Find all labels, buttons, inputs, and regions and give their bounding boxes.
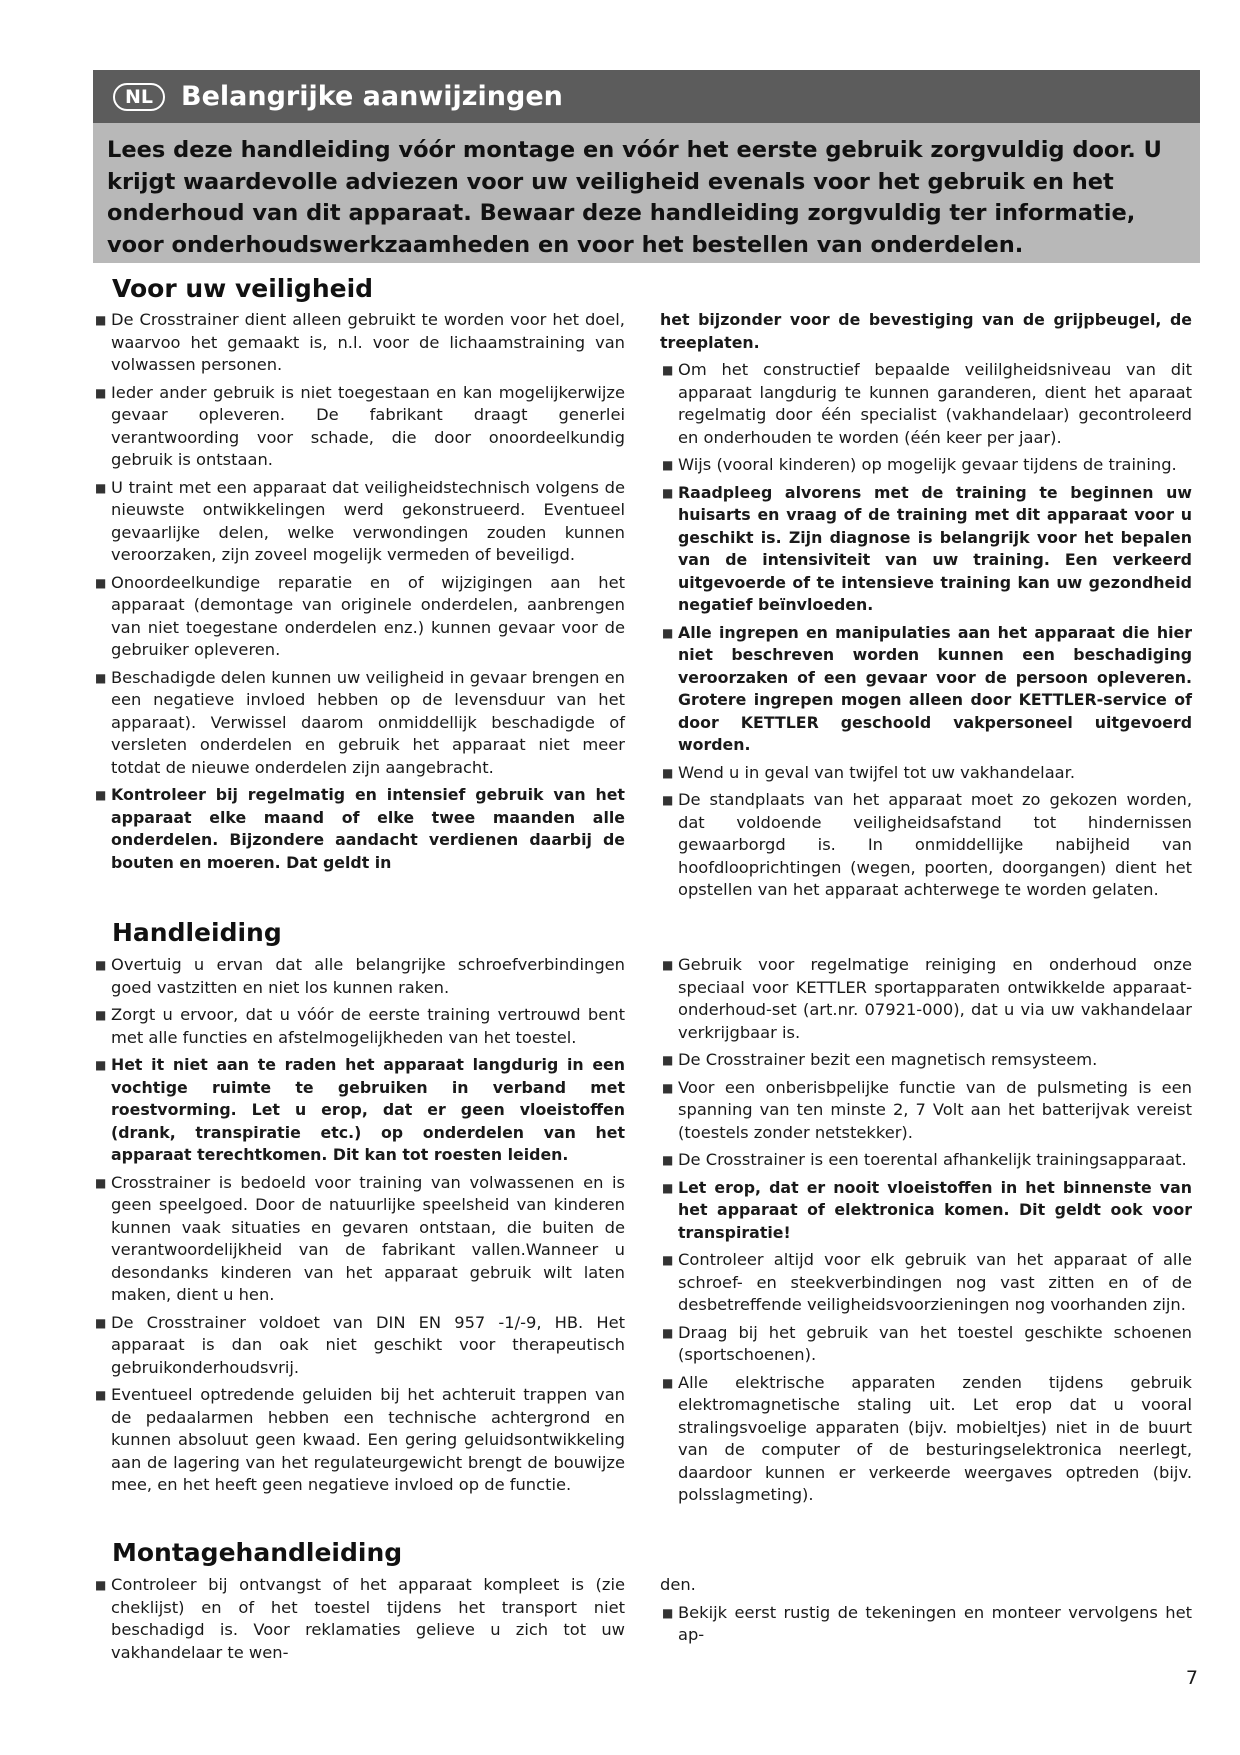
- list-item: [93, 784, 625, 874]
- list-item-text: Kontroleer bij regelmatig en intensief gebruik van het apparaat elke maand of elke twee maanden alle onderdelen. Bijzondere aandacht verdienen daarbij de bouten en moeren. Dat geldt in: [111, 785, 625, 872]
- list-item: [660, 1049, 1192, 1072]
- list-item: [93, 1312, 625, 1380]
- bullet-icon: ■: [95, 788, 107, 802]
- list-item: [93, 572, 625, 662]
- page-number: 7: [1185, 1667, 1198, 1689]
- bullet-icon: ■: [662, 1053, 674, 1067]
- safety-right-column: [660, 309, 1192, 907]
- manual-right-column: [660, 954, 1192, 1512]
- list-item: [93, 1054, 625, 1167]
- list-item: [93, 1384, 625, 1497]
- list-item: [660, 1249, 1192, 1317]
- list-item: [93, 477, 625, 567]
- assembly-right-column: [660, 1574, 1192, 1652]
- bullet-icon: ■: [662, 485, 674, 500]
- list-item-text: Bekijk eerst rustig de tekeningen en monteer vervolgens het ap-: [678, 1602, 1192, 1644]
- bullet-icon: ■: [662, 625, 674, 640]
- bullet-icon: ■: [662, 1253, 674, 1267]
- bullet-icon: ■: [95, 313, 107, 327]
- list-item-text: Alle ingrepen en manipulaties aan het apparaat die hier niet beschreven worden kunnen een beschadiging veroorzaken of een gevaar voor de persoon opleveren. Grotere ingrepen mogen alleen door KETTLER-service of door KETTLER geschoold vakpersoneel uitgevoerd worden.: [678, 622, 1192, 754]
- list-item-text: Om het constructief bepaalde veililgheidsniveau van dit apparaat langdurig te kunnen garanderen, dient het aparaat regelmatig door één specialist (vakhandelaar) gecontroleerd en onderhouden te worden (één keer per jaar).: [678, 360, 1192, 447]
- list-item-text: De Crosstrainer dient alleen gebruikt te worden voor het doel, waarvoo het gemaakt is, n.l. voor de lichaamstraining van volwassen personen.: [111, 310, 625, 374]
- list-item: [660, 359, 1192, 449]
- list-item-text: Controleer bij ontvangst of het apparaat kompleet is (zie cheklijst) en of het toestel tijdens het transport niet beschadigd is. Voor reklamaties gelieve u zich tot uw vakhandelaar te wen-: [111, 1575, 625, 1662]
- bullet-icon: ■: [662, 958, 674, 972]
- list-item-text: Let erop, dat er nooit vloeistoffen in het binnenste van het apparaat of elektronica komen. Dit geldt ook voor transpiratie!: [678, 1177, 1192, 1242]
- bullet-icon: ■: [662, 1080, 674, 1095]
- list-item: [93, 382, 625, 472]
- safety-left-column: [93, 309, 625, 879]
- list-item: [660, 1322, 1192, 1367]
- list-item: [660, 622, 1192, 757]
- list-item-text: Wijs (vooral kinderen) op mogelijk gevaar tijdens de training.: [678, 455, 1177, 474]
- assembly-right-list: [660, 1602, 1192, 1647]
- list-item-text: Eventueel optredende geluiden bij het achteruit trappen van de pedaalarmen hebben een technische achtergrond en kunnen absoluut geen kwaad. Een gering geluidsontwikkeling aan de lagering van het regulateurgewicht brengt de bouwijze mee, en het heeft geen negatieve invloed op de functie.: [111, 1385, 625, 1494]
- bullet-icon: ■: [95, 670, 107, 685]
- list-item-text: Draag bij het gebruik van het toestel geschikte schoenen (sportschoenen).: [678, 1322, 1192, 1364]
- bullet-icon: ■: [95, 480, 107, 495]
- list-item-text: Het it niet aan te raden het apparaat langdurig in een vochtige ruimte te gebruiken in verband met roestvorming. Let u erop, dat er geen vloeistoffen (drank, transpiratie etc.) op onderdelen van het apparaat terechtkomen. Dit kan tot roesten leiden.: [111, 1055, 625, 1164]
- list-item-text: Onoordeelkundige reparatie en of wijzigingen aan het apparaat (demontage van originele onderdelen, aanbrengen van niet toegestane onderdelen enz.) kunnen gevaar voor de gebruiker opleveren.: [111, 572, 625, 659]
- page-title: Belangrijke aanwijzingen: [181, 81, 563, 112]
- section-heading-assembly: Montagehandleiding: [112, 1538, 403, 1567]
- bullet-icon: ■: [662, 1153, 674, 1167]
- list-item: [93, 954, 625, 999]
- list-item-text: Raadpleeg alvorens met de training te beginnen uw huisarts en vraag of de training met dit apparaat voor u geschikt is. Zijn diagnose is belangrijk voor het bepalen van de intensiviteit van uw training. Een verkeerd uitgevoerde of te intensieve training kan uw gezondheid negatief beïnvloeden.: [678, 482, 1192, 614]
- assembly-left-column: [93, 1574, 625, 1669]
- list-item-text: De standplaats van het apparaat moet zo gekozen worden, dat voldoende veiligheidsafstand tot hindernissen gewaarborgd is. In onmiddellijke nabijheid van hoofdlooprichtingen (wegen, poorten, doorgangen) dient het opstellen van het apparaat achterwege te worden gelaten.: [678, 790, 1192, 899]
- list-item: [660, 1177, 1192, 1245]
- bullet-icon: ■: [95, 1578, 107, 1592]
- list-item: [660, 789, 1192, 902]
- bullet-icon: ■: [662, 1605, 674, 1620]
- list-item: [660, 1602, 1192, 1647]
- list-item: [93, 1172, 625, 1307]
- section-heading-safety: Voor uw veiligheid: [112, 274, 374, 303]
- list-item-text: Gebruik voor regelmatige reiniging en onderhoud onze speciaal voor KETTLER sportapparaten ontwikkelde apparaat-onderhoud-set (art.nr. 07921-000), dat u via uw vakhandelaar verkrijgbaar is.: [678, 955, 1192, 1042]
- list-item-text: De Crosstrainer voldoet van DIN EN 957 -1/-9, HB. Het apparaat is dan oak niet geschikt voor therapeutisch gebruikonderhoudsvrij.: [111, 1312, 625, 1377]
- bullet-icon: ■: [662, 765, 674, 780]
- list-item-text: De Crosstrainer bezit een magnetisch remsysteem.: [678, 1050, 1098, 1069]
- list-item-text: Crosstrainer is bedoeld voor training van volwassenen en is geen speelgoed. Door de natuurlijke speelsheid van kinderen kunnen vaak situaties en gevaren ontstaan, die buiten de verantwoordelijkheid van de fabrikant vallen.Wanneer u desondanks kinderen van het apparaat gebruik wilt laten maken, dient u hen.: [111, 1172, 625, 1304]
- bullet-icon: ■: [95, 385, 107, 400]
- list-item: [660, 1077, 1192, 1145]
- bullet-icon: ■: [95, 1388, 107, 1402]
- safety-right-list: [660, 359, 1192, 902]
- list-item: [660, 1372, 1192, 1507]
- list-item-text: U traint met een apparaat dat veiligheidstechnisch volgens de nieuwste ontwikkelingen werd gekonstrueerd. Eventueel gevaarlijke delen, welke verwondingen zouden kunnen veroorzaken, zijn zoveel mogelijk vermeden of beveiligd.: [111, 477, 625, 564]
- list-item-text: Zorgt u ervoor, dat u vóór de eerste training vertrouwd bent met alle functies en afstelmogelijkheden van het toestel.: [111, 1005, 625, 1047]
- list-item-text: De Crosstrainer is een toerental afhankelijk trainingsapparaat.: [678, 1150, 1187, 1169]
- bullet-icon: ■: [95, 1058, 107, 1072]
- list-item-text: Controleer altijd voor elk gebruik van het apparaat of alle schroef- en steekverbindingen nog vast zitten en of de desbetreffende veiligheidsvoorzieningen nog voorhanden zijn.: [678, 1250, 1192, 1314]
- list-item: [660, 762, 1192, 785]
- list-item-text: Voor een onberisbpelijke functie van de pulsmeting is een spanning van ten minste 2, 7 Volt aan het batterijvak vereist (toestels zonder netstekker).: [678, 1077, 1192, 1142]
- bullet-icon: ■: [662, 1375, 674, 1390]
- bullet-icon: ■: [95, 1008, 107, 1022]
- language-badge: NL: [113, 83, 165, 111]
- list-item-text: Ieder ander gebruik is niet toegestaan en kan mogelijkerwijze gevaar opleveren. De fabrikant draagt generlei verantwoording voor schade, die door onoordeelkundig gebruik is ontstaan.: [111, 382, 625, 469]
- header-bar: [93, 70, 1200, 123]
- list-item-text: Alle elektrische apparaten zenden tijdens gebruik elektromagnetische staling uit. Let erop dat u vooral stralingsvoelige apparaten (bijv. mobieltjes) niet in de buurt van de computer of de besturingselektronica neerlegt, daardoor kunnen er verkeerde weergaves optreden (bijv. polsslagmeting).: [678, 1372, 1192, 1504]
- list-item: [93, 309, 625, 377]
- list-item: [660, 454, 1192, 477]
- continued-text: het bijzonder voor de bevestiging van de grijpbeugel, de treeplaten.: [660, 310, 1192, 352]
- bullet-icon: ■: [95, 1175, 107, 1190]
- list-item-text: Beschadigde delen kunnen uw veiligheid in gevaar brengen en een negatieve invloed hebben op de levensduur van het apparaat). Verwissel daarom onmiddellijk beschadigde of versleten onderdelen en gebruik het apparaat niet meer totdat de nieuwe onderdelen zijn aangebracht.: [111, 667, 625, 777]
- bullet-icon: ■: [662, 458, 674, 472]
- bullet-icon: ■: [662, 1325, 674, 1340]
- continued-text: den.: [660, 1575, 696, 1594]
- list-item-text: Overtuig u ervan dat alle belangrijke schroefverbindingen goed vastzitten en niet los kunnen raken.: [111, 955, 625, 997]
- list-item: [93, 667, 625, 780]
- bullet-icon: ■: [95, 1315, 107, 1330]
- list-item: [660, 954, 1192, 1044]
- list-item: [93, 1574, 625, 1664]
- bullet-icon: ■: [662, 1180, 674, 1195]
- bullet-icon: ■: [662, 793, 674, 807]
- list-item: [660, 482, 1192, 617]
- section-heading-manual: Handleiding: [112, 918, 282, 947]
- bullet-icon: ■: [95, 958, 107, 972]
- bullet-icon: ■: [662, 363, 674, 377]
- bullet-icon: ■: [95, 575, 107, 590]
- intro-text: Lees deze handleiding vóór montage en vóór het eerste gebruik zorgvuldig door. U krijgt waardevolle adviezen voor uw veiligheid evenals voor het gebruik en het onderhoud van dit apparaat. Bewaar deze handleiding zorgvuldig ter informatie, voor onderhoudswerkzaamheden en voor het bestellen van onderdelen.: [93, 123, 1200, 263]
- list-item: [93, 1004, 625, 1049]
- list-item: [660, 1149, 1192, 1172]
- list-item-text: Wend u in geval van twijfel tot uw vakhandelaar.: [678, 762, 1076, 782]
- manual-left-column: [93, 954, 625, 1502]
